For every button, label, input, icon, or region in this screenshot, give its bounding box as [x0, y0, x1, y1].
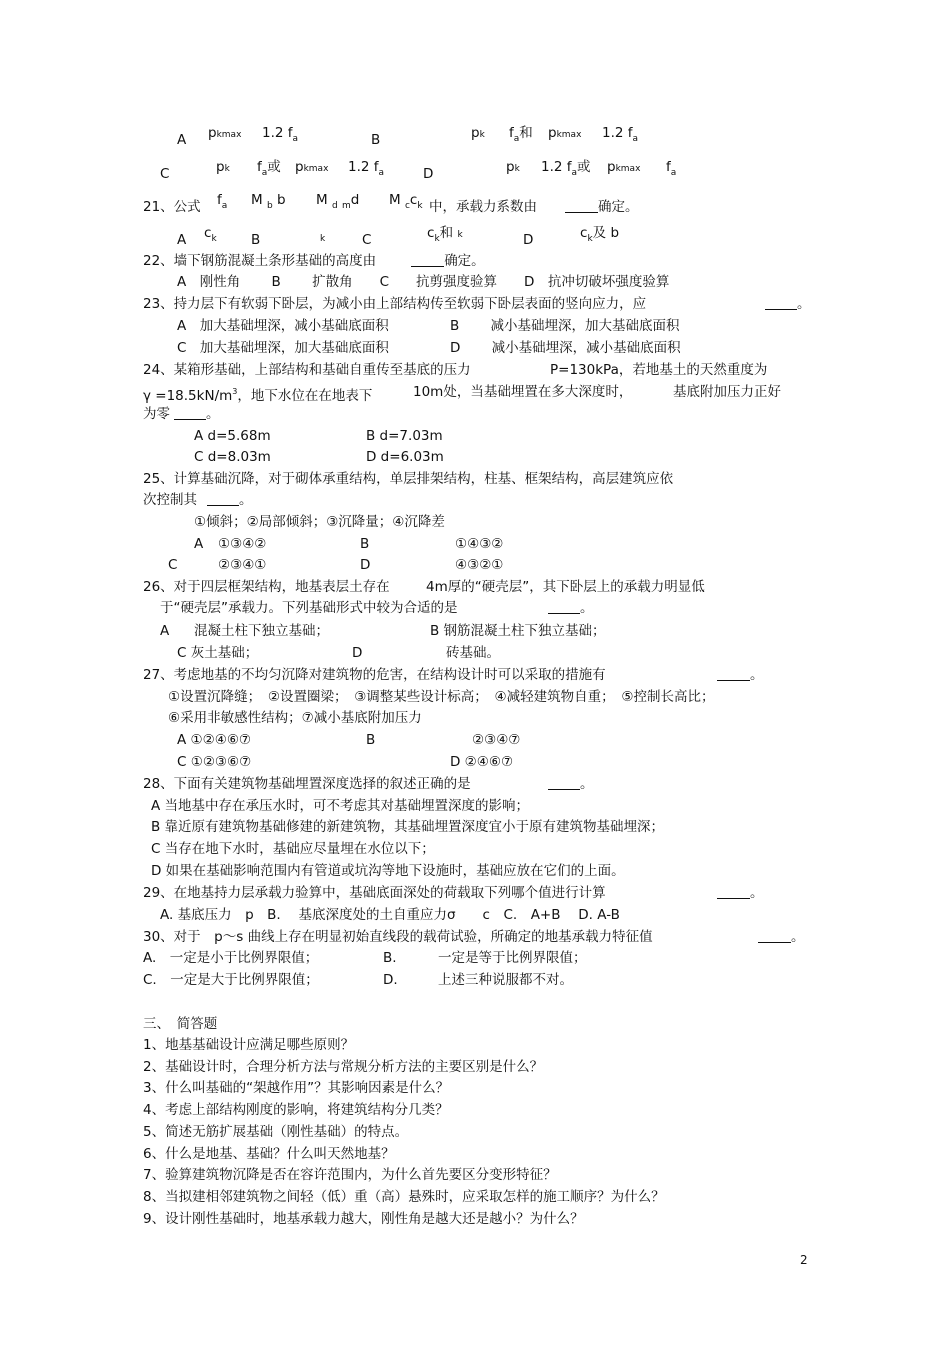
- q23-blank: 。: [765, 295, 811, 313]
- q29-options: A. 基底压力 p B. 基底深度处的土自重应力σ c C. A+B D. A-B: [160, 907, 620, 923]
- q21-b-letter: B: [251, 232, 261, 248]
- q21-d-formula: $c_k$及 b: [580, 225, 620, 244]
- q21-blank-line: 确定。: [565, 198, 639, 216]
- section3-item-7: 7、验算建筑物沉降是否在容许范围内，为什么首先要区分变形特征？: [143, 1167, 557, 1183]
- section3-item-2: 2、基础设计时，合理分析方法与常规分析方法的主要区别是什么？: [143, 1059, 544, 1075]
- section3-item-3: 3、什么叫基础的“架越作用”？其影响因素是什么？: [143, 1080, 450, 1096]
- q28-option-b: B 靠近原有建筑物基础修建的新建筑物，其基础埋置深度宜小于原有建筑物基础埋深；: [151, 819, 665, 835]
- q30-blank: 。: [758, 928, 805, 946]
- q27-line1: 27、考虑地基的不均匀沉降对建筑物的危害，在结构设计时可以采取的措施有: [143, 667, 606, 683]
- q21-a-letter: A: [177, 232, 187, 248]
- q25-a-letter: A: [194, 536, 204, 552]
- q27-blank: 。: [717, 666, 764, 684]
- q24-line2d: 基底附加压力正好: [673, 384, 781, 400]
- q20-b-formula3: pkmax: [548, 125, 582, 141]
- q30-option-d-letter: D.: [383, 972, 398, 988]
- q26-option-d-letter: D: [352, 645, 363, 661]
- q26-option-a: 混凝土柱下独立基础；: [194, 623, 329, 639]
- q20-d-formula4: $f_a$: [666, 159, 677, 178]
- q25-b-value: ①④③②: [455, 536, 504, 552]
- section3-item-4: 4、考虑上部结构刚度的影响，将建筑结构分几类？: [143, 1102, 449, 1118]
- q27-items1: ①设置沉降缝； ②设置圈梁； ③调整某些设计标高； ④减轻建筑物自重； ⑤控制长高比；: [168, 689, 715, 705]
- q20-d-letter: D: [423, 166, 434, 182]
- q21-formula-md: M $_d$ $_m$d: [316, 192, 360, 211]
- q26-option-a-letter: A: [160, 623, 170, 639]
- q24-option-a: A d=5.68m: [194, 428, 271, 444]
- q26-line2: 于“硬壳层”承载力。下列基础形式中较为合适的是: [160, 600, 458, 616]
- q30-option-a: A. 一定是小于比例界限值；: [143, 950, 319, 966]
- q21-suffix: 中，承载力系数由: [429, 199, 537, 215]
- q20-b-formula4: 1.2 $f_a$: [602, 125, 639, 144]
- q28-option-c: C 当存在地下水时，基础应尽量埋在水位以下；: [151, 841, 435, 857]
- q24-line1a: 24、某箱形基础，上部结构和基础自重传至基底的压力: [143, 362, 471, 378]
- q29-line1: 29、在地基持力层承载力验算中，基础底面深处的荷载取下列哪个值进行计算: [143, 885, 606, 901]
- q20-c-formula4: 1.2 $f_a$: [348, 159, 385, 178]
- q20-b-letter: B: [371, 132, 381, 148]
- q27-option-b-value: ②③④⑦: [472, 732, 521, 748]
- page-number: 2: [800, 1253, 808, 1267]
- q24-option-c: C d=8.03m: [194, 449, 271, 465]
- q25-line2: 次控制其 。: [143, 492, 253, 508]
- q30-option-c: C. 一定是大于比例界限值；: [143, 972, 319, 988]
- q23-option-b: B 减小基础埋深，加大基础底面积: [450, 318, 680, 334]
- q20-a-formula1: pkmax: [208, 125, 242, 141]
- q20-d-formula3: pkmax: [607, 159, 641, 175]
- q21-d-letter: D: [523, 232, 534, 248]
- q23-option-c: C 加大基础埋深，加大基础底面积: [177, 340, 389, 356]
- q27-option-c: C ①②③⑥⑦: [177, 754, 252, 770]
- q27-items2: ⑥采用非敏感性结构；⑦减小基底附加压力: [168, 710, 422, 726]
- q20-d-formula1: pk: [506, 159, 520, 175]
- q26-line1b: 4m厚的“硬壳层”，其下卧层上的承载力明显低: [426, 579, 705, 595]
- q26-option-c: C 灰土基础；: [177, 645, 259, 661]
- q25-d-letter: D: [360, 557, 371, 573]
- q21-c-formula: $c_k$和 k: [427, 225, 463, 244]
- section3-item-9: 9、设计刚性基础时，地基承载力越大，刚性角是越大还是越小？为什么？: [143, 1211, 584, 1227]
- q26-blank: 。: [548, 599, 594, 617]
- q25-c-value: ②③④①: [218, 557, 267, 573]
- q21-a-formula: $c_k$: [204, 225, 217, 244]
- section3-item-6: 6、什么是地基、基础？什么叫天然地基？: [143, 1146, 395, 1162]
- q24-option-b: B d=7.03m: [366, 428, 443, 444]
- q28-option-a: A 当地基中存在承压水时，可不考虑其对基础埋置深度的影响；: [151, 798, 530, 814]
- q30-option-b-letter: B.: [383, 950, 397, 966]
- q27-option-b-letter: B: [366, 732, 376, 748]
- q20-c-formula3: pkmax: [295, 159, 329, 175]
- q27-option-a: A ①②④⑥⑦: [177, 732, 252, 748]
- q21-formula-mc: M $_cc_k$: [389, 192, 423, 211]
- q21-c-letter: C: [362, 232, 372, 248]
- q24-line3: 为零 。: [143, 406, 220, 422]
- section3-item-8: 8、当拟建相邻建筑物之间轻（低）重（高）悬殊时，应采取怎样的施工顺序？为什么？: [143, 1189, 665, 1205]
- q23-question: 23、持力层下有软弱下卧层，为减小由上部结构传至软弱下卧层表面的竖向应力，应: [143, 296, 647, 312]
- q26-line1a: 26、对于四层框架结构，地基表层土存在: [143, 579, 390, 595]
- section3-item-1: 1、地基基础设计应满足哪些原则？: [143, 1037, 355, 1053]
- q20-c-formula2: $f_a$或: [257, 159, 281, 178]
- q22-options: A 刚性角 B 扩散角 C 抗剪强度验算 D 抗冲切破坏强度验算: [177, 274, 670, 290]
- q20-c-letter: C: [160, 166, 170, 182]
- q24-line2c: 10m处，当基础埋置在多大深度时，: [413, 384, 633, 400]
- q25-a-value: ①③④②: [218, 536, 267, 552]
- q28-blank: 。: [548, 775, 594, 793]
- q28-line1: 28、下面有关建筑物基础埋置深度选择的叙述正确的是: [143, 776, 471, 792]
- q25-c-letter: C: [168, 557, 178, 573]
- q21-b-formula: k: [320, 234, 326, 244]
- q23-option-a: A 加大基础埋深，减小基础底面积: [177, 318, 389, 334]
- section3-title: 三、 简答题: [143, 1016, 218, 1032]
- q24-line2a: $\gamma =18.5kN/m^3$，地下水位在在地表下: [143, 387, 373, 404]
- q21-formula-mb: M $_b$ b: [251, 192, 286, 211]
- q22-question: 22、墙下钢筋混凝土条形基础的高度由 确定。: [143, 253, 485, 269]
- q20-a-formula2: 1.2 $f_a$: [262, 125, 299, 144]
- q25-line1: 25、计算基础沉降，对于砌体承重结构，单层排架结构，柱基、框架结构，高层建筑应依: [143, 471, 674, 487]
- q21-formula-f: $f_a$: [217, 192, 228, 211]
- q20-b-formula2: $f_a$和: [509, 125, 533, 144]
- q30-line1: 30、对于 p～s 曲线上存在明显初始直线段的载荷试验，所确定的地基承载力特征值: [143, 929, 653, 945]
- q29-blank: 。: [717, 884, 764, 902]
- q30-option-d: 上述三种说服都不对。: [438, 972, 573, 988]
- q23-option-d: D 减小基础埋深，减小基础底面积: [450, 340, 681, 356]
- q20-a-letter: A: [177, 132, 187, 148]
- q20-b-formula1: pk: [471, 125, 485, 141]
- q25-d-value: ④③②①: [455, 557, 504, 573]
- q25-items: ①倾斜；②局部倾斜；③沉降量；④沉降差: [194, 514, 445, 530]
- q25-b-letter: B: [360, 536, 370, 552]
- q28-option-d: D 如果在基础影响范围内有管道或坑沟等地下设施时，基础应放在它们的上面。: [151, 863, 625, 879]
- section3-item-5: 5、简述无筋扩展基础（刚性基础）的特点。: [143, 1124, 409, 1140]
- q26-option-b: B 钢筋混凝土柱下独立基础；: [430, 623, 606, 639]
- q20-d-formula2: 1.2 $f_a$或: [541, 159, 591, 178]
- q24-line1b: P=130kPa，若地基土的天然重度为: [550, 362, 768, 378]
- q21-prefix: 21、公式: [143, 199, 201, 215]
- q26-option-d: 砖基础。: [446, 645, 500, 661]
- q20-c-formula1: pk: [216, 159, 230, 175]
- q27-option-d: D ②④⑥⑦: [450, 754, 514, 770]
- q24-option-d: D d=6.03m: [366, 449, 444, 465]
- q30-option-b: 一定是等于比例界限值；: [438, 950, 587, 966]
